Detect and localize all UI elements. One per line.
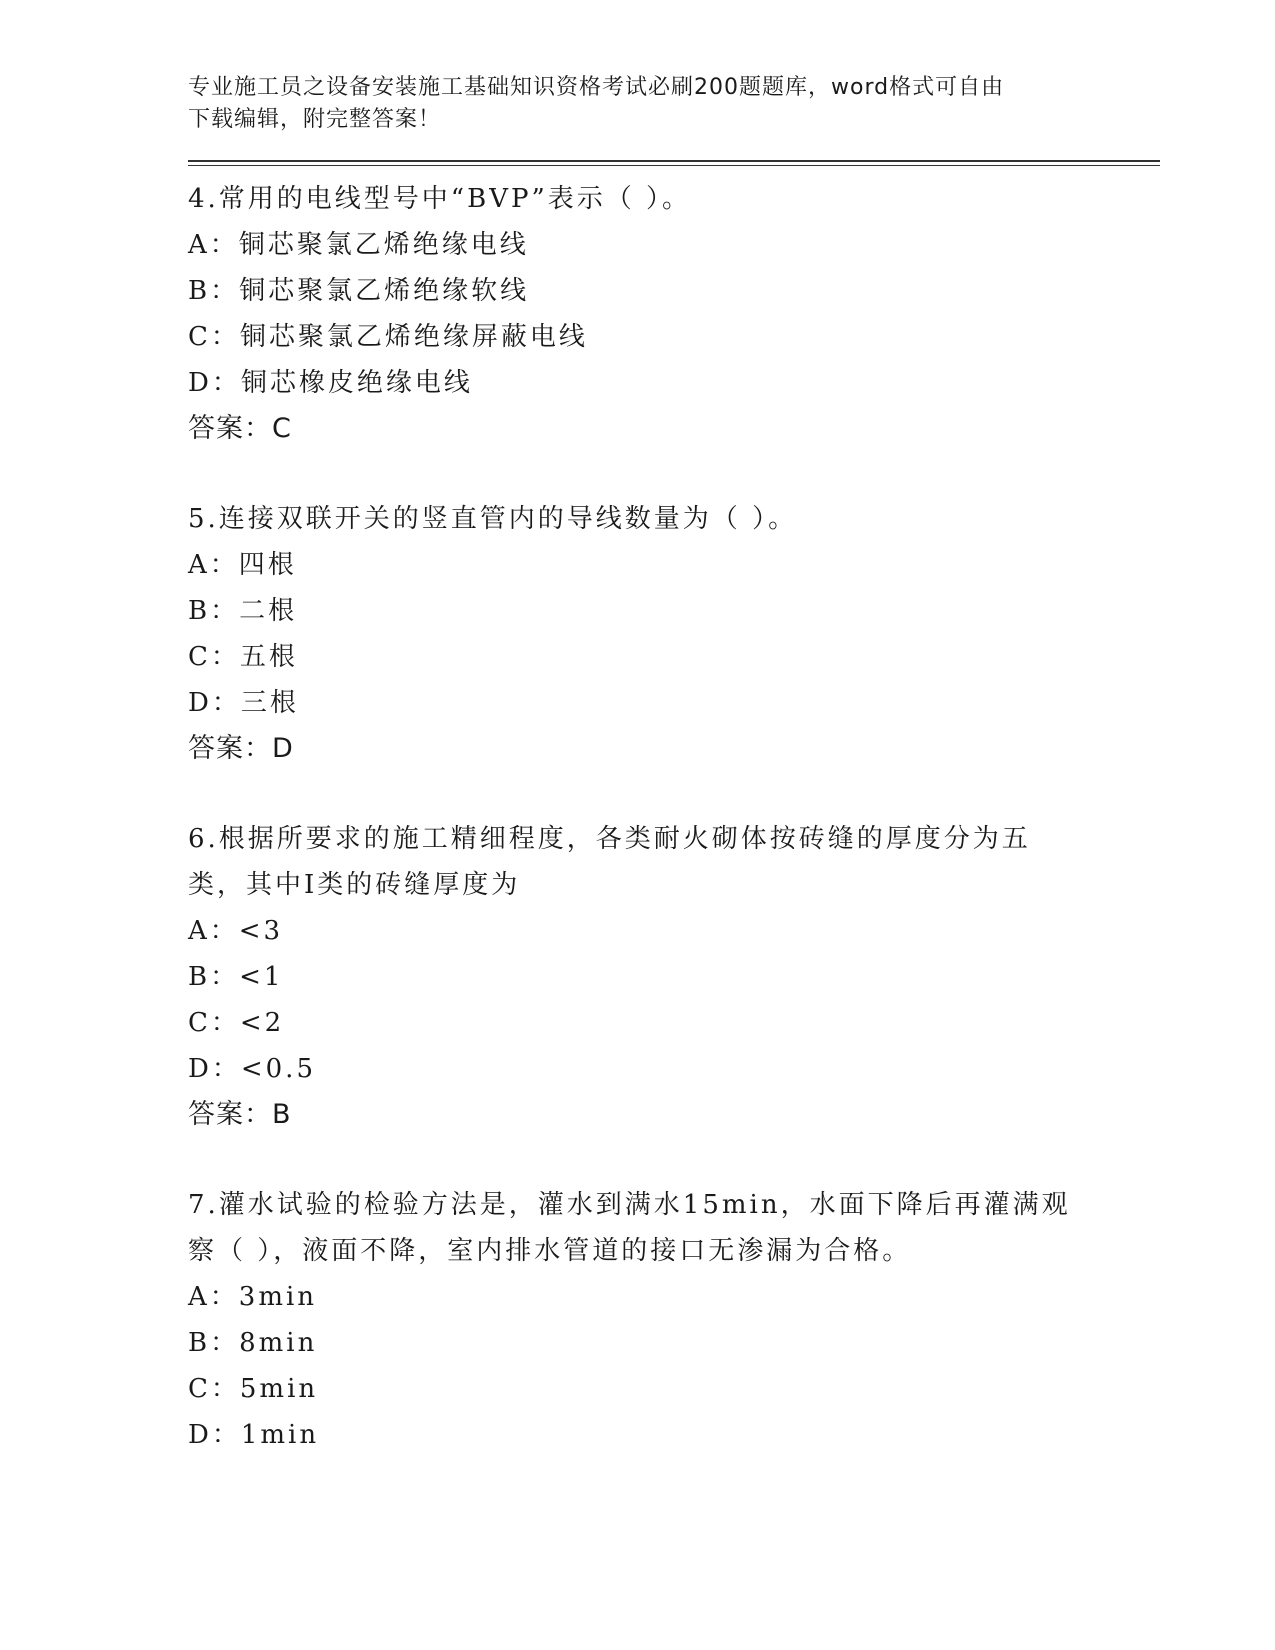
option-b: B：二根 xyxy=(188,596,298,626)
option-a: A：四根 xyxy=(188,550,297,580)
answer-text: 答案：D xyxy=(188,733,294,764)
question-text: 7.灌水试验的检验方法是，灌水到满水15min，水面下降后再灌满观察（ ），液面不降，室内排水管道的接口无渗漏为合格。 xyxy=(188,1190,1071,1266)
question-block xyxy=(188,816,1160,1138)
option-a: A：铜芯聚氯乙烯绝缘电线 xyxy=(188,230,529,260)
option-a: A：<3 xyxy=(188,916,284,946)
question-text: 4.常用的电线型号中“BVP”表示（ ）。 xyxy=(188,184,692,214)
question-block xyxy=(188,176,1160,452)
document-header xyxy=(188,72,1068,136)
option-d: D：铜芯橡皮绝缘电线 xyxy=(188,368,473,398)
header-divider xyxy=(188,160,1160,166)
answer-text: 答案：C xyxy=(188,413,292,444)
question-text: 5.连接双联开关的竖直管内的导线数量为（ ）。 xyxy=(188,504,798,534)
question-block xyxy=(188,1182,1160,1458)
option-c: C：<2 xyxy=(188,1008,285,1038)
option-d: D：1min xyxy=(188,1420,320,1450)
header-line-1: 专业施工员之设备安装施工基础知识资格考试必刷200题题库，word格式可自由 xyxy=(188,75,1005,100)
option-b: B：<1 xyxy=(188,962,284,992)
option-c: C：5min xyxy=(188,1374,319,1404)
question-text: 6.根据所要求的施工精细程度，各类耐火砌体按砖缝的厚度分为五类，其中I类的砖缝厚度为 xyxy=(188,824,1031,900)
document-page xyxy=(188,72,1160,1502)
option-c: C：铜芯聚氯乙烯绝缘屏蔽电线 xyxy=(188,322,588,352)
header-line-2: 下载编辑，附完整答案！ xyxy=(188,107,442,132)
option-b: B：8min xyxy=(188,1328,318,1358)
option-a: A：3min xyxy=(188,1282,318,1312)
answer-text: 答案：B xyxy=(188,1099,292,1130)
option-d: D：<0.5 xyxy=(188,1054,316,1084)
option-c: C：五根 xyxy=(188,642,298,672)
option-b: B：铜芯聚氯乙烯绝缘软线 xyxy=(188,276,530,306)
option-d: D：三根 xyxy=(188,688,299,718)
question-block xyxy=(188,496,1160,772)
